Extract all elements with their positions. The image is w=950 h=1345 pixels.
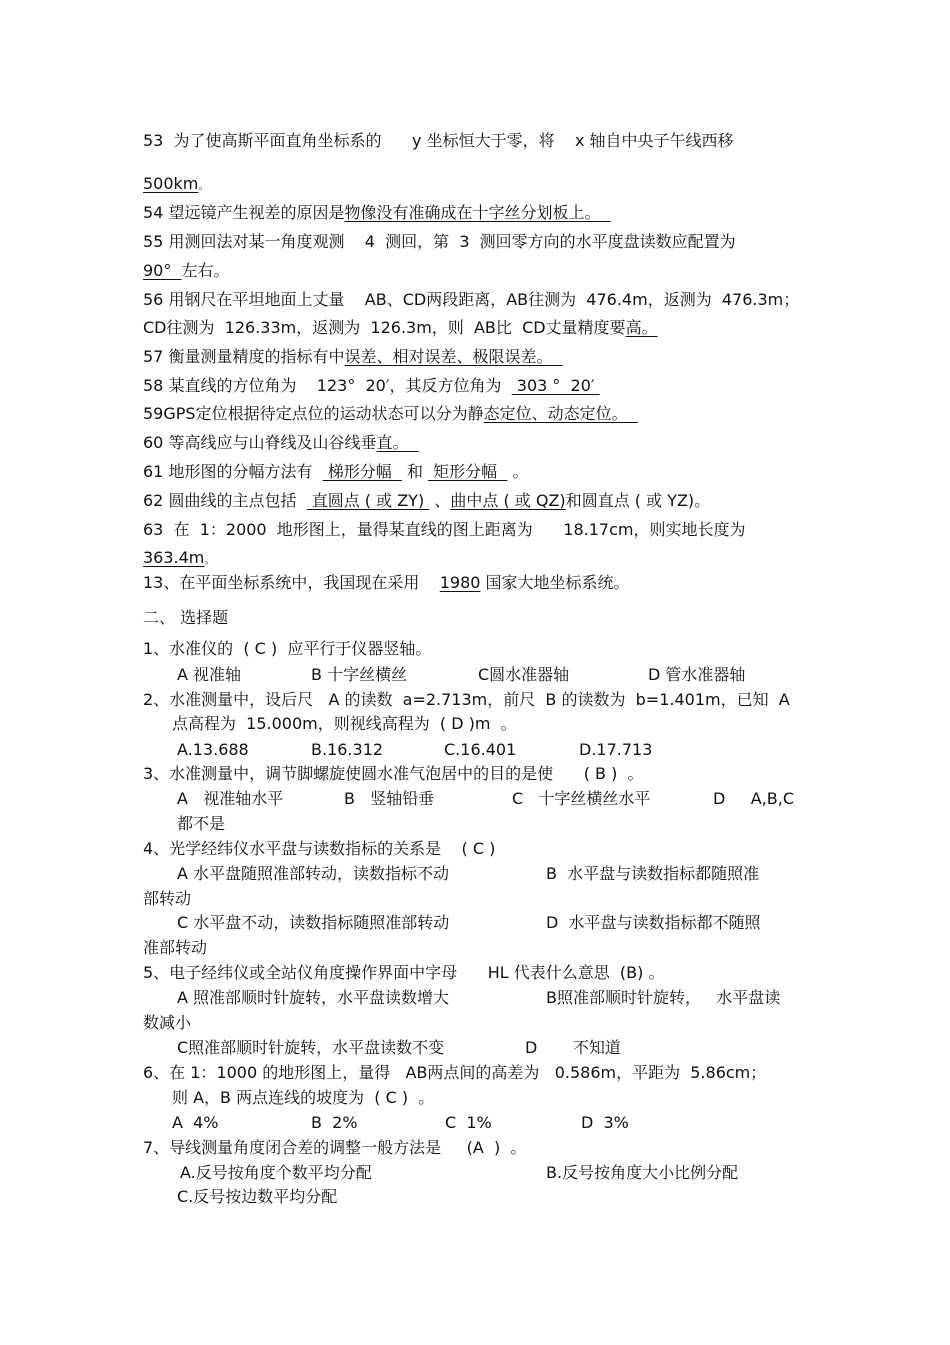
option-b: B 2% — [311, 1113, 358, 1132]
option-b: B 十字丝横丝 — [311, 665, 408, 684]
mc-question-2-line2: 点高程为 15.000m，则视线高程为 ( D )m 。 — [172, 714, 517, 733]
question-56-line2: CD往测为 126.33m，返测为 126.3m，则 AB比 CD丈量精度要高。 — [143, 318, 658, 337]
option-b: B 竖轴铅垂 — [344, 789, 435, 808]
mc-question-2: 2、水准测量中，设后尺 A 的读数 a=2.713m，前尺 B 的读数为 b=1.401m，已知 A — [143, 690, 790, 709]
question-59: 59GPS定位根据待定点位的运动状态可以分为静态定位、动态定位。 — [143, 404, 638, 423]
answer-blank: 363.4m — [143, 548, 205, 567]
section-title: 二、 选择题 — [143, 608, 229, 627]
option-c: C.反号按边数平均分配 — [177, 1187, 338, 1206]
option-b: B 水平盘与读数指标都随照准 — [546, 864, 760, 883]
option-d-continued: 准部转动 — [143, 938, 208, 957]
option-d: D 管水准器轴 — [648, 665, 746, 684]
option-b-continued: 数减小 — [143, 1013, 192, 1032]
option-a: A 4% — [172, 1113, 219, 1132]
answer-blank: 500km — [143, 174, 199, 193]
answer-blank: 303 ° 20′ — [511, 376, 600, 395]
option-d: D 水平盘与读数指标都不随照 — [546, 913, 761, 932]
option-d-continued: 都不是 — [177, 814, 226, 833]
option-c: C圆水准器轴 — [478, 665, 570, 684]
mc-question-6: 6、在 1：1000 的地形图上，量得 AB两点间的高差为 0.586m，平距为 5.86cm； — [143, 1063, 767, 1082]
option-a: A 照准部顺时针旋转，水平盘读数增大 — [177, 988, 450, 1007]
mc-question-1: 1、水准仪的 ( C ) 应平行于仪器竖轴。 — [143, 639, 432, 658]
question-58: 58 某直线的方位角为 123° 20′，其反方位角为 303 ° 20′ — [143, 376, 600, 395]
answer-blank: 态定位、动态定位。 — [483, 404, 638, 423]
question-55-answer-line: 90° 左右。 — [143, 261, 230, 280]
question-61: 61 地形图的分幅方法有 梯形分幅 和 矩形分幅 。 — [143, 462, 529, 481]
question-62: 62 圆曲线的主点包括 直圆点 ( 或 ZY) 、曲中点 ( 或 QZ)和圆直点 ( 或 YZ)。 — [143, 491, 711, 510]
option-b: B.反号按角度大小比例分配 — [546, 1163, 739, 1182]
mc-question-4: 4、光学经纬仪水平盘与读数指标的关系是 ( C ) — [143, 839, 496, 858]
question-57: 57 衡量测量精度的指标有中误差、相对误差、极限误差。 — [143, 347, 563, 366]
option-c: C.16.401 — [444, 740, 517, 759]
answer-blank: 90° — [143, 261, 182, 280]
question-54: 54 望远镜产生视差的原因是物像没有准确成在十字丝分划板上。 — [143, 203, 611, 222]
option-c: C 十字丝横丝水平 — [512, 789, 651, 808]
option-c: C 水平盘不动，读数指标随照准部转动 — [177, 913, 450, 932]
question-13: 13、在平面坐标系统中，我国现在采用 1980 国家大地坐标系统。 — [143, 573, 630, 592]
question-53-answer-line: 500km。 — [143, 174, 210, 193]
answer-blank: 1980 — [439, 573, 481, 592]
answer-blank: 物像没有准确成在十字丝分划板上。 — [344, 203, 611, 222]
option-b: B.16.312 — [311, 740, 384, 759]
answer-blank: 梯形分幅 — [322, 462, 402, 481]
option-a: A.13.688 — [177, 740, 249, 759]
option-a: A 水平盘随照准部转动，读数指标不动 — [177, 864, 450, 883]
question-63: 63 在 1：2000 地形图上，量得某直线的图上距离为 18.17cm，则实地长度为 — [143, 520, 746, 539]
question-60: 60 等高线应与山脊线及山谷线垂直。 — [143, 433, 419, 452]
answer-blank: 误差、相对误差、极限误差。 — [344, 347, 563, 366]
mc-question-6-line2: 则 A，B 两点连线的坡度为 ( C ) 。 — [172, 1088, 435, 1107]
answer-blank: 直圆点 ( 或 ZY) — [306, 491, 430, 510]
option-d: D 3% — [581, 1113, 629, 1132]
answer-blank: 矩形分幅 — [428, 462, 508, 481]
option-c: C照准部顺时针旋转，水平盘读数不变 — [177, 1038, 445, 1057]
option-c: C 1% — [445, 1113, 492, 1132]
option-d: D 不知道 — [525, 1038, 621, 1057]
mc-question-5: 5、电子经纬仪或全站仪角度操作界面中字母 HL 代表什么意思 (B) 。 — [143, 963, 665, 982]
answer-blank: 高。 — [625, 318, 658, 337]
question-53: 53 为了使高斯平面直角坐标系的 y 坐标恒大于零，将 x 轴自中央子午线西移 — [143, 131, 734, 150]
option-a: A 视准轴 — [177, 665, 242, 684]
option-d: D A,B,C — [713, 789, 795, 808]
mc-question-3: 3、水准测量中，调节脚螺旋使圆水准气泡居中的目的是使 ( B ) 。 — [143, 764, 644, 783]
answer-blank: 直。 — [376, 433, 419, 452]
option-b-continued: 部转动 — [143, 889, 192, 908]
option-a: A 视准轴水平 — [177, 789, 284, 808]
question-55: 55 用测回法对某一角度观测 4 测回，第 3 测回零方向的水平度盘读数应配置为 — [143, 232, 736, 251]
question-56: 56 用钢尺在平坦地面上丈量 AB、CD两段距离，AB往测为 476.4m，返测为 476.3m； — [143, 290, 800, 309]
answer-blank: 曲中点 ( 或 QZ) — [450, 491, 566, 510]
option-a: A.反号按角度个数平均分配 — [180, 1163, 372, 1182]
option-d: D.17.713 — [579, 740, 653, 759]
option-b: B照准部顺时针旋转， 水平盘读 — [546, 988, 781, 1007]
question-63-answer-line: 363.4m。 — [143, 548, 216, 567]
mc-question-7: 7、导线测量角度闭合差的调整一般方法是 (A ) 。 — [143, 1138, 527, 1157]
